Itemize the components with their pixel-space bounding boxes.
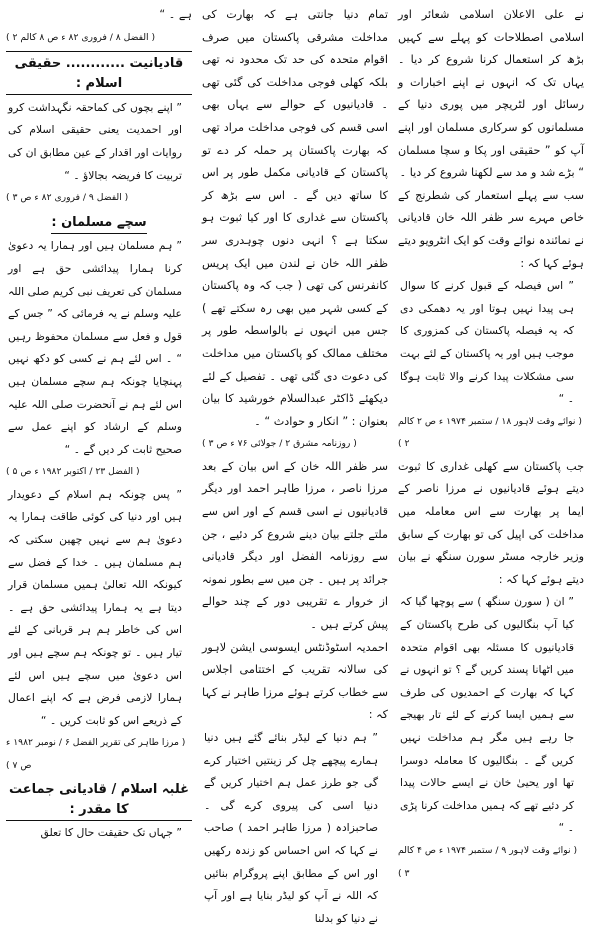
block-quote: ” پس چونکہ ہم اسلام کے دعویدار ہیں اور دنیا کی کوئی طاقت ہمارا یہ دعویٰ ہم سے نہیں چھین سکتی کہ ہم مسلمان ہیں ۔ خدا کے فضل سے کیونکہ اللہ تعالیٰ ہمیں مسلمان قرار دیتا ہے یہ ہمارا پیدائشی حق ہے ۔ اس کی خاطر ہم ہر قربانی کے لئے تیار ہیں ۔ تو چونکہ ہم سچے ہیں اور اس دعویٰ میں سچے ہیں اس لئے ہمارا لازمی فرض ہے کہ اپنے اعمال کے ذریعے اس کو ثابت کریں ۔ “: [8, 487, 182, 727]
column-middle: [202, 4, 388, 925]
column-left: [6, 4, 192, 840]
paragraph: نے علی الاعلان اسلامی شعائر اور اسلامی اصطلاحات کو پہلے سے کہیں بڑھ کر استعمال کرنا شروع کر دیا ۔ یہاں تک کہ انہوں نے اپنے اخبارات و رسائل اور لٹریچر میں پوری دنیا کے مسلمانوں کو سرکاری مسلمان اور اپنے آپ کو ” حقیقی اور پکا و سچا مسلمان “ بڑے شد و مد سے لکھنا شروع کر دیا ۔: [398, 8, 584, 180]
block-quote: ” اس فیصلہ کے قبول کرنے کا سوال ہی پیدا نہیں ہوتا اور یہ دھمکی دی کہ یہ فیصلہ پاکستان کی کمزوری کا موجب ہیں اور یہ پاکستان کے لئے بہت سی مشکلات پیدا کرنے والا ثابت ہوگا ۔ “: [400, 279, 574, 406]
paragraph: تمام دنیا جانتی ہے کہ بھارت کی مداخلت مشرقی پاکستان میں صرف اقوام متحدہ کی حد تک محدود نہ تھی بلکہ کھلی فوجی مداخلت کی گئی تھی ۔ قادیانیوں کے حوالے سے یہاں بھی اسی قسم کی فوجی مداخلت مراد تھی کہ بھارت پاکستان پر حملہ کر دے تو پاکستان کے قادیانی مکمل طور پر اس کا ساتھ دیں گے ۔ اس سے بڑھ کر پاکستان سے غداری کا اور کیا ثبوت ہو سکتا ہے ؟ انہی دنوں چوہدری سر ظفر اللہ خان نے لندن میں ایک پریس کانفرنس کی تھی ( جب کہ وہ پاکستان کے کسی شہر میں بھی رہ سکتے تھے ) جس میں انہوں نے بالواسطہ طور پر مختلف ممالک کو پاکستان میں مداخلت کی دعوت دی گئی تھی ۔ تفصیل کے لئے دیکھئے ڈاکٹر عبدالسلام خورشید کا بیان بعنوان : ” انکار و حوادث “ ۔: [202, 8, 388, 428]
section-heading-text: قادیانیت ............ حقیقی اسلام :: [6, 54, 192, 95]
section-heading: [6, 212, 192, 235]
paragraph: سر ظفر اللہ خان کے اس بیان کے بعد مرزا ناصر ، مرزا طاہر احمد اور دیگر قادیانیوں نے اسی قسم کے اور اس سے ملتے جلتے بیان دینے شروع کر دئیے ، جن سے روزنامہ الفضل اور دیگر قادیانی جرائد پر ہیں ۔ جن میں سے بطور نمونہ از خروار ے تقریبی دور کے چند حوالے پیش کرتے ہیں ۔: [202, 459, 388, 632]
paragraph: جب پاکستان سے کھلی غداری کا ثبوت دیتے ہوئے قادیانیوں نے مرزا ناصر کے ایما پر بھارت سے اس معاملہ میں مداخلت کی اپیل کی تو بھارت کے سابق وزیر خارجہ مسٹر سورن سنگھ نے بیان دیتے ہوئے کہا کہ :: [398, 459, 584, 586]
paragraph: احمدیہ اسٹوڈنٹس ایسوسی ایشن لاہور کی سالانہ تقریب کے اختتامی اجلاس سے خطاب کرتے ہوئے مرزا طاہر نے کہا کہ :: [202, 640, 388, 722]
citation-reference: ( الفضل ۹ / فروری ۸۲ ء ص ۳ ): [6, 192, 129, 204]
block-quote: ” ان ( سورن سنگھ ) سے پوچھا گیا کہ کیا آپ بنگالیوں کی طرح پاکستان کے قادیانیوں کا مسئلہ بھی اقوام متحدہ میں اٹھانا پسند کریں گے ؟ تو انہوں نے کہا کہ بھارت کے احمدیوں کی طرف سے ہمیں ایسا کرنے کے لئے تار بھیجے جا رہے ہیں مگر ہم مداخلت نہیں کریں گے ۔ بنگالیوں کا معاملہ دوسرا تھا اور یحییٰ خان نے ایسے حالات پیدا کر دئیے تھے کہ ہمیں مداخلت کرنا پڑی ۔ “: [400, 595, 574, 835]
paragraph: سب سے پہلے استعمار کی شطرنج کے خاص مہرے سر ظفر اللہ خان قادیانی نے نمائندہ نوائے وقت کو ایک انٹرویو دیتے ہوئے کہا کہ :: [398, 188, 584, 270]
divider-rule: [6, 51, 192, 52]
section-heading-text: سچے مسلمان :: [51, 213, 146, 234]
section-heading: [6, 54, 192, 96]
citation-reference: ( روزنامہ مشرق ۲ / جولائی ۷۶ ء ص ۳ ): [202, 438, 357, 450]
citation-reference: ( الفضل ۲۳ / اکتوبر ۱۹۸۲ ء ص ۵ ): [6, 466, 140, 478]
block-quote: ” اپنے بچوں کی کماحقہ نگہداشت کرو اور احمدیت یعنی حقیقی اسلام کی روایات اور اقدار کے عین مطابق ان کی تربیت کا فریضہ بجالاؤ ۔ “: [8, 100, 182, 182]
citation-reference: ( نوائے وقت لاہور ۹ / ستمبر ۱۹۷۴ ء ص ۴ کالم ۳ ): [398, 844, 578, 879]
three-column-layout: [6, 4, 584, 925]
block-quote: ” ہم مسلمان ہیں اور ہمارا یہ دعویٰ کرنا ہمارا پیدائشی حق ہے اور مسلمان کی تعریف نبی کریم صلی اللہ علیہ وسلم نے یہ فرمائی کہ ” جس کے قول و فعل سے مسلمان محفوظ رہیں “ ۔ اس لئے ہم نے کسی کو دکھ نہیں پہنچایا چونکہ ہم سچے مسلمان ہیں اس لئے ہم نے آنحضرت صلی اللہ علیہ وسلم کے ارشاد کو اپنے عمل سے صحیح ثابت کر دیں گے ۔ “: [7, 239, 182, 456]
paragraph: ہے ۔ “: [159, 8, 192, 21]
section-heading: [6, 780, 192, 822]
citation-reference: ( نوائے وقت لاہور ۱۸ / ستمبر ۱۹۷۴ ء ص ۲ کالم ۲ ): [398, 415, 582, 450]
block-quote: ” جہاں تک حقیقت حال کا تعلق: [40, 826, 182, 840]
citation-reference: ( الفضل ۸ / فروری ۸۲ ء ص ۸ کالم ۲ ): [6, 31, 156, 43]
column-right: [398, 4, 584, 879]
section-heading-text: غلبہ اسلام / قادیانی جماعت کا مقدر :: [6, 780, 192, 821]
citation-reference: ( مرزا طاہر کی تقریر الفضل ۶ / نومبر ۱۹۸۲ ء ص ۷ ): [6, 737, 186, 771]
block-quote: ” ہم دنیا کے لیڈر بنائے گئے ہیں دنیا ہمارے پیچھے چل کر زینتیں اختیار کرے گی جو طرز عمل ہم اختیار کریں گے دنیا اسی کی پیروی کرے گی ۔ صاحبزادہ ( مرزا طاہر احمد ) صاحب نے کہا کہ اس احساس کو زندہ رکھیں اور اس کے مطابق اپنے پروگرام بنائیں کہ اللہ نے آپ کو لیڈر بنایا ہے اور آپ نے دنیا کو بدلنا: [204, 731, 378, 925]
